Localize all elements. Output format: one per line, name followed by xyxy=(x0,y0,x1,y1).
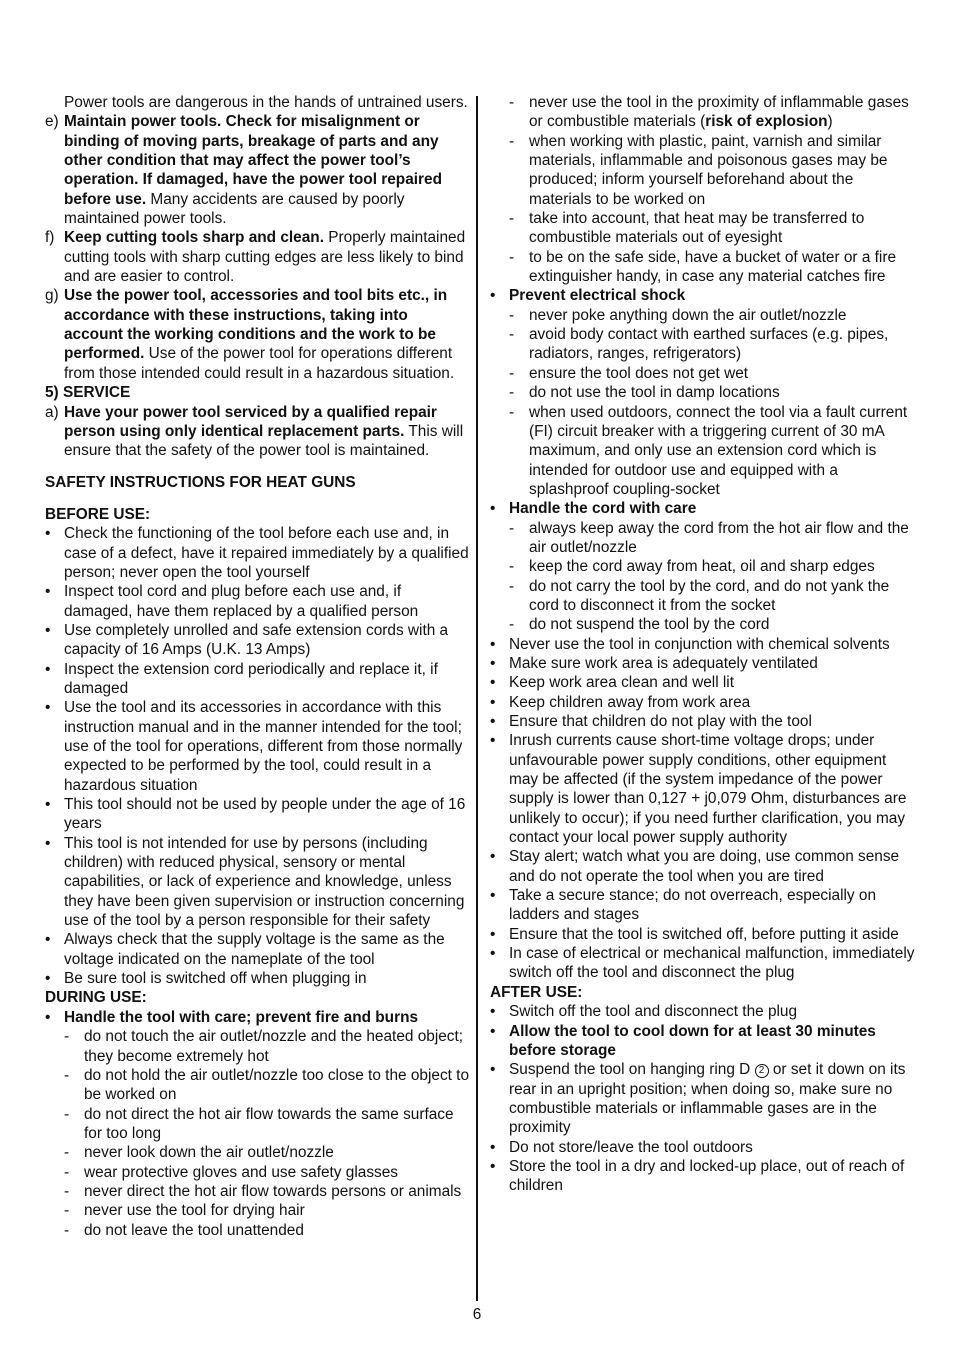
sub-list-item: - do not suspend the tool by the cord xyxy=(509,616,770,634)
sub-list-item: - do not use the tool in damp locations xyxy=(509,384,780,402)
left-column xyxy=(45,93,470,1240)
list-item: • Make sure work area is adequately ventilated xyxy=(490,654,818,672)
sub-list-item: - never poke anything down the air outlet/nozzle xyxy=(509,306,847,324)
column-divider xyxy=(476,96,478,1301)
sub-list-item: - keep the cord away from heat, oil and sharp edges xyxy=(509,558,875,576)
sub-list-item: - never use the tool in the proximity of inflammable gases or combustible materials (risk of explosion) xyxy=(509,94,909,131)
list-item: • Handle the cord with care xyxy=(490,500,697,518)
sub-list-item: - avoid body contact with earthed surfaces (e.g. pipes, radiators, ranges, refrigerators) xyxy=(509,326,889,363)
safety-heading: SAFETY INSTRUCTIONS FOR HEAT GUNS xyxy=(45,474,356,492)
paragraph-intro: Power tools are dangerous in the hands of untrained users. xyxy=(64,94,468,111)
list-item: • Be sure tool is switched off when plugging in xyxy=(45,970,367,988)
list-item: • Do not store/leave the tool outdoors xyxy=(490,1138,753,1156)
item-f: f) Keep cutting tools sharp and clean. Properly maintained cutting tools with sharp cutting edges are less likely to bind and are easier to control. xyxy=(45,229,466,286)
item-e: e) Maintain power tools. Check for misalignment or binding of moving parts, breakage of parts and any other condition that may affect the power tool’s operation. If damaged, have the power tool repaired before use. Many accidents are caused by poorly maintained power tools. xyxy=(45,113,442,228)
sub-list-item: - take into account, that heat may be transferred to combustible materials out of eyesight xyxy=(509,210,865,247)
item-g: g) Use the power tool, accessories and tool bits etc., in accordance with these instructions, taking into account the working conditions and the work to be performed. Use of the power tool for operations different from those intended could result in a hazardous situation. xyxy=(45,287,455,382)
list-item: • Take a secure stance; do not overreach, especially on ladders and stages xyxy=(490,887,877,924)
sub-list-item: - never use the tool for drying hair xyxy=(64,1202,305,1220)
sub-list-item: - never direct the hot air flow towards persons or animals xyxy=(64,1182,462,1200)
sub-list-item: - do not leave the tool unattended xyxy=(64,1221,304,1239)
list-item: • Stay alert; watch what you are doing, use common sense and do not operate the tool when you are tired xyxy=(490,848,900,885)
after-use-heading: AFTER USE: xyxy=(490,983,583,1001)
page-number: 6 xyxy=(472,1306,482,1323)
list-item: • Never use the tool in conjunction with chemical solvents xyxy=(490,635,890,653)
sub-list-item: - to be on the safe side, have a bucket of water or a fire extinguisher handy, in case any material catches fire xyxy=(509,248,897,286)
list-item: • Store the tool in a dry and locked-up place, out of reach of children xyxy=(490,1157,905,1195)
list-item: • Inrush currents cause short-time voltage drops; under unfavourable power supply conditions, other equipment may be affected (if the system impedance of the power supply is lower than 0,127 + j0,079 Ohm, disturbances are unlikely to occur); if you need further clarification, you may contact your local power supply authority xyxy=(490,732,907,847)
list-item: • This tool is not intended for use by persons (including children) with reduced physical, sensory or mental capabilities, or lack of experience and knowledge, unless they have been given supervision or instruction concerning use of the tool by a person responsible for their safety xyxy=(45,834,465,930)
list-item: • Prevent electrical shock xyxy=(490,287,686,305)
sub-list-item: - do not carry the tool by the cord, and do not yank the cord to disconnect it from the socket xyxy=(509,577,890,614)
list-item: • Check the functioning of the tool before each use and, in case of a defect, have it repaired immediately by a qualified person; never open the tool yourself xyxy=(45,525,469,581)
list-item: • Always check that the supply voltage is the same as the voltage indicated on the nameplate of the tool xyxy=(45,931,445,968)
sub-list-item: - do not touch the air outlet/nozzle and the heated object; they become extremely hot xyxy=(64,1028,464,1065)
list-item: • In case of electrical or mechanical malfunction, immediately switch off the tool and disconnect the plug xyxy=(490,945,915,982)
right-column xyxy=(490,93,915,1196)
sub-list-item: - do not direct the hot air flow towards the same surface for too long xyxy=(64,1105,454,1142)
list-item: • Handle the tool with care; prevent fire and burns xyxy=(45,1008,419,1026)
sub-list-item: - when working with plastic, paint, varnish and similar materials, inflammable and poisonous gases may be produced; inform yourself beforehand about the materials to be worked on xyxy=(509,132,888,208)
list-item: • Switch off the tool and disconnect the plug xyxy=(490,1003,798,1021)
sub-list-item: - wear protective gloves and use safety glasses xyxy=(64,1163,398,1181)
sub-list-item: - always keep away the cord from the hot air flow and the air outlet/nozzle xyxy=(509,519,909,556)
before-use-heading: BEFORE USE: xyxy=(45,505,151,523)
item-a: a) Have your power tool serviced by a qualified repair person using only identical replacement parts. This will ensure that the safety of the power tool is maintained. xyxy=(45,403,464,460)
sub-list-item: - never look down the air outlet/nozzle xyxy=(64,1144,334,1162)
list-item: • Inspect tool cord and plug before each use and, if damaged, have them replaced by a qualified person xyxy=(45,583,419,620)
list-item: • Inspect the extension cord periodically and replace it, if damaged xyxy=(45,660,438,697)
list-item: • Suspend the tool on hanging ring D 2 or set it down on its rear in an upright position; when doing so, make sure no combustible materials or inflammable gases are in the proximity xyxy=(490,1061,906,1137)
sub-list-item: - do not hold the air outlet/nozzle too close to the object to be worked on xyxy=(64,1066,470,1104)
list-item: • Keep work area clean and well lit xyxy=(490,674,734,692)
list-item: • This tool should not be used by people under the age of 16 years xyxy=(45,796,466,833)
list-item: • Use completely unrolled and safe extension cords with a capacity of 16 Amps (U.K. 13 Amps) xyxy=(45,621,449,659)
list-item: • Use the tool and its accessories in accordance with this instruction manual and in the manner intended for the tool; use of the tool for operations, different from those normally expected to be performed by the tool, could result in a hazardous situation xyxy=(45,699,463,794)
sub-list-item: - when used outdoors, connect the tool via a fault current (FI) circuit breaker with a triggering current of 30 mA maximum, and only use an extension cord which is intended for outdoor use and equipped with a splashproof coupling-socket xyxy=(509,403,908,498)
hanging-ring-number-icon: 2 xyxy=(755,1064,769,1078)
service-heading: 5) SERVICE xyxy=(45,384,131,402)
list-item: • Keep children away from work area xyxy=(490,693,751,711)
during-use-heading: DURING USE: xyxy=(45,989,147,1007)
list-item: • Ensure that children do not play with the tool xyxy=(490,713,812,730)
list-item: • Allow the tool to cool down for at least 30 minutes before storage xyxy=(490,1022,876,1059)
sub-list-item: - ensure the tool does not get wet xyxy=(509,364,749,382)
list-item: • Ensure that the tool is switched off, before putting it aside xyxy=(490,925,899,943)
